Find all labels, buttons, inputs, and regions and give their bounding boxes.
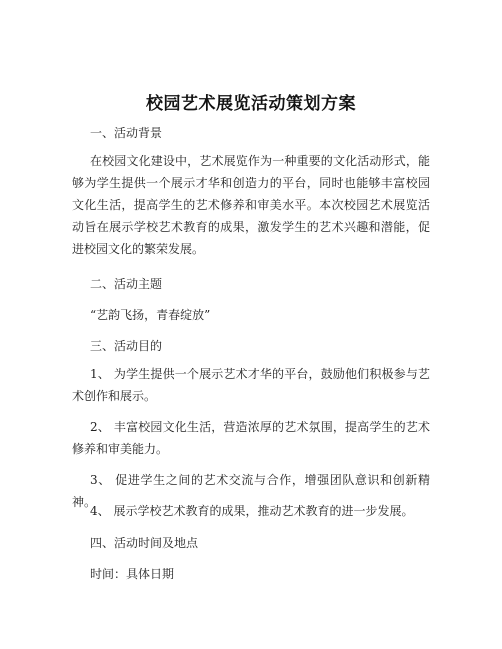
background-paragraph: 在校园文化建设中，艺术展览作为一种重要的文化活动形式，能够为学生提供一个展示才华和创造力的平台，同时也能够丰富校园文化生活，提高学生的艺术修养和审美水平。本次校园艺术展览活动旨在展示学校艺术教育的成果，激发学生的艺术兴趣和潜能，促进校园文化的繁荣发展。 xyxy=(72,154,430,256)
purpose-item: 1、 为学生提供一个展示艺术才华的平台，鼓励他们积极参与艺术创作和展示。 xyxy=(72,367,430,403)
section-heading-purpose: 三、活动目的 xyxy=(90,339,163,353)
section-heading-background: 一、活动背景 xyxy=(90,126,163,140)
theme-text: “艺韵飞扬，青春绽放” xyxy=(90,308,211,322)
document-title: 校园艺术展览活动策划方案 xyxy=(146,94,356,114)
purpose-item: 2、 丰富校园文化生活，营造浓厚的艺术氛围，提高学生的艺术修养和审美能力。 xyxy=(72,420,430,456)
section-heading-time-place: 四、活动时间及地点 xyxy=(90,536,199,550)
section-heading-theme: 二、活动主题 xyxy=(90,277,163,291)
time-text: 时间：具体日期 xyxy=(90,567,175,581)
purpose-item: 4、 展示学校艺术教育的成果，推动艺术教育的进一步发展。 xyxy=(90,504,414,518)
purpose-item: 3、 促进学生之间的艺术交流与合作，增强团队意识和创新精神。 xyxy=(72,473,430,509)
